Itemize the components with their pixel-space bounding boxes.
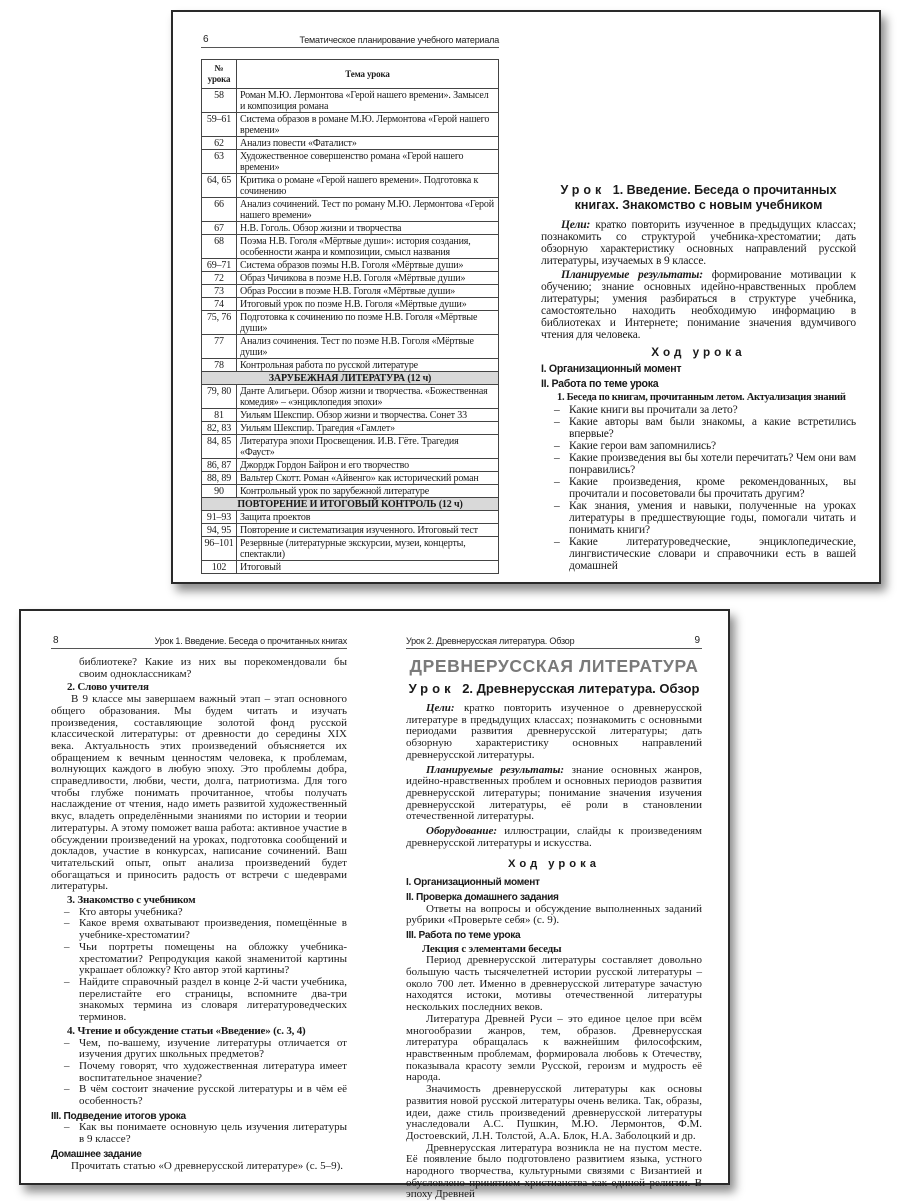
table-row <box>202 222 499 235</box>
table-row <box>202 150 499 174</box>
lesson-course-heading: Ход урока <box>508 858 600 871</box>
section-heading: III. Работа по теме урока <box>406 929 521 941</box>
table-row <box>202 472 499 485</box>
lesson-number: 94, 95 <box>202 524 237 537</box>
table-row <box>202 359 499 372</box>
lesson-topic: Уильям Шекспир. Трагедия «Гамлет» <box>237 422 499 435</box>
lesson-word: Урок <box>408 681 455 696</box>
table-row <box>202 459 499 472</box>
lesson-number: 91–93 <box>202 511 237 524</box>
lesson-number: 69–71 <box>202 259 237 272</box>
page-9-body <box>406 655 702 1201</box>
paragraph: Прочитать статью «О древнерусской литературе» (с. 5–9). <box>71 1159 343 1172</box>
paragraph-text: кратко повторить изученное о древнерусской литературе в предыдущих классах; познакомить с основными периодами развития древнерусской литературы; дать обзорную характеристику основных направлений древнерусской литературы. <box>406 702 703 761</box>
lesson-word: Урок <box>560 183 606 197</box>
lesson-topic: Уильям Шекспир. Обзор жизни и творчества. Сонет 33 <box>237 409 499 422</box>
paragraph: Период древнерусской литературы составляет довольно большую часть тысячелетней истории русской литературы – около 700 лет. Именно в древнерусской литературе зачастую находятся истоки, мотивы отечественной литературы нескольких последних веков. <box>406 954 702 1014</box>
question-item: – Какие произведения, кроме рекомендованных, вы прочитали и посоветовали бы прочитать другим? <box>541 476 856 500</box>
lesson-topic: Система образов поэмы Н.В. Гоголя «Мёртвые души» <box>237 259 499 272</box>
lesson-topic: Анализ сочинения. Тест по поэме Н.В. Гоголя «Мёртвые души» <box>237 335 499 359</box>
lesson-number: 102 <box>202 561 237 574</box>
lesson-topic: Резервные (литературные экскурсии, музеи, концерты, спектакли) <box>237 537 499 561</box>
table-row <box>202 561 499 574</box>
question-item: – Чьи портреты помещены на обложку учебника-хрестоматии? Репродукция какой знаменитой картины украшает обложку? Кто автор этой картины? <box>51 942 347 977</box>
question-item: – Как знания, умения и навыки, полученные на уроках литературы в предшествующие годы, помогали читать и понимать книги? <box>541 500 856 536</box>
column-header-num: № урока <box>202 60 237 89</box>
table-row <box>202 335 499 359</box>
section-heading: III. Подведение итогов урока <box>51 1110 186 1122</box>
question-item: – Как вы понимаете основную цель изучения литературы в 9 классе? <box>51 1122 347 1145</box>
lesson-topic: Поэма Н.В. Гоголя «Мёртвые души»: история создания, особенности жанра и композиции, смысл названия <box>237 235 499 259</box>
lesson-topic: Итоговый <box>237 561 499 574</box>
table-row <box>202 272 499 285</box>
lesson-course-heading: Ход урока <box>651 346 746 359</box>
lesson-number: 62 <box>202 137 237 150</box>
lesson-1-column <box>541 183 856 572</box>
paragraph <box>406 826 702 849</box>
table-row <box>202 174 499 198</box>
paragraph: Древнерусская литература возникла не на пустом месте. Её появление было подготовлено развитием языка, устного народного творчества, культурными связями с Византией и обусловлено принятием христианства как единой религии. В эпоху Древней <box>406 1141 702 1201</box>
lesson-number: 90 <box>202 485 237 498</box>
table-section-row <box>202 498 499 511</box>
page-8-body <box>51 657 347 1172</box>
lesson-topic: Подготовка к сочинению по поэме Н.В. Гоголя «Мёртвые души» <box>237 311 499 335</box>
table-row <box>202 385 499 409</box>
table-row <box>202 524 499 537</box>
page-number: 6 <box>203 34 209 45</box>
lesson-topic: Анализ повести «Фаталист» <box>237 137 499 150</box>
table-row <box>202 435 499 459</box>
lesson-number: 66 <box>202 198 237 222</box>
lesson-title <box>541 183 856 213</box>
table-row <box>202 422 499 435</box>
lesson-topic: Данте Алигьери. Обзор жизни и творчества. «Божественная комедия» – «энциклопедия эпохи» <box>237 385 499 409</box>
lesson-topic: Образ России в поэме Н.В. Гоголя «Мёртвые души» <box>237 285 499 298</box>
table-row <box>202 113 499 137</box>
question-item: – Какие авторы вам были знакомы, а какие встретились впервые? <box>541 416 856 440</box>
table-row <box>202 537 499 561</box>
lesson-number: 67 <box>202 222 237 235</box>
lesson-topic: Система образов в романе М.Ю. Лермонтова «Герой нашего времени» <box>237 113 499 137</box>
paragraph-label: Цели: <box>426 702 455 714</box>
question-item: – Кто авторы учебника? <box>51 907 347 919</box>
table-row <box>202 298 499 311</box>
lesson-number: 81 <box>202 409 237 422</box>
paragraph: Ответы на вопросы и обсуждение выполненных заданий рубрики «Проверьте себя» (с. 9). <box>406 902 702 927</box>
paragraph <box>541 219 856 267</box>
paragraph-label: Планируемые результаты: <box>426 763 565 776</box>
page-number: 8 <box>53 635 59 646</box>
question-item: – В чём состоит значение русской литературы и в чём её особенность? <box>51 1084 347 1107</box>
paragraph <box>406 765 702 824</box>
lesson-body <box>541 219 856 572</box>
section-title: ДРЕВНЕРУССКАЯ ЛИТЕРАТУРА <box>409 656 699 676</box>
lesson-number: 88, 89 <box>202 472 237 485</box>
table-row <box>202 485 499 498</box>
table-row <box>202 137 499 150</box>
table-row <box>202 311 499 335</box>
paragraph <box>406 703 702 762</box>
lesson-topic: Анализ сочинений. Тест по роману М.Ю. Лермонтова «Герой нашего времени» <box>237 198 499 222</box>
lesson-topic: Повторение и систематизация изученного. Итоговый тест <box>237 524 499 537</box>
lesson-number: 96–101 <box>202 537 237 561</box>
lesson-number: 86, 87 <box>202 459 237 472</box>
question-item: – Какие книги вы прочитали за лето? <box>541 404 856 416</box>
question-item: – Чем, по-вашему, изучение литературы отличается от изучения других школьных предметов? <box>51 1038 347 1061</box>
table-header-row <box>202 60 499 89</box>
lesson-number: 59–61 <box>202 113 237 137</box>
lesson-number: 58 <box>202 89 237 113</box>
book-spread-pages-8-9 <box>19 609 730 1201</box>
running-head-title: Урок 1. Введение. Беседа о прочитанных книгах <box>154 636 347 646</box>
table-section-row <box>202 372 499 385</box>
lesson-topic: Художественное совершенство романа «Герой нашего времени» <box>237 150 499 174</box>
paragraph-label: Цели: <box>561 219 591 231</box>
paragraph <box>541 269 856 341</box>
lesson-number: 64, 65 <box>202 174 237 198</box>
subsection-heading: 1. Беседа по книгам, прочитанным летом. Актуализация знаний <box>557 392 846 403</box>
paragraph: В 9 классе мы завершаем важный этап – этап основного общего образования. Мы будем читать и изучать произведения, составляющие золотой фонд русской классической литературы: от древности до середины XIX века. Актуальность этих произведений объясняется их обращением к вечным ценностям человека, к проблемам, волнующих каждого в любую эпоху. Это проблемы добра, справедливости, любви, чести, долга, патриотизма. Для того чтобы глубже понимать прочитанное, чтобы получать наслаждение от чтения, надо иметь развитой художественный вкус, владеть определёнными знаниями по истории и теории литературы. А этому поможет ваша работа: активное участие в обсуждении произведений на уроках, подготовка сообщений и докладов, участие в конкурсах, написание сочинений. Ваш читательский опыт, опыт анализа произведений будет обогащаться и приносить радость от встречи с шедеврами литературы. <box>51 693 347 893</box>
lesson-number: 73 <box>202 285 237 298</box>
lesson-number: 78 <box>202 359 237 372</box>
column-header-topic: Тема урока <box>237 60 499 89</box>
question-item: – Почему говорят, что художественная литература имеет воспитательное значение? <box>51 1061 347 1084</box>
section-heading: I. Организационный момент <box>406 877 540 889</box>
lesson-topic: Критика о романе «Герой нашего времени». Подготовка к сочинению <box>237 174 499 198</box>
lesson-title-text: 1. Введение. Беседа о прочитанных книгах. Знакомство с новым учебником <box>574 183 837 212</box>
question-item: – Какие произведения вы бы хотели перечитать? Чем они вам понравились? <box>541 452 856 476</box>
question-item: – Какие литературоведческие, энциклопедические, лингвистические словари и справочники есть в вашей домашней <box>541 536 856 572</box>
question-item: – Найдите справочный раздел в конце 2-й части учебника, перелистайте его страницы, вспомните два-три знакомых термина из словаря литературоведческих терминов. <box>51 977 347 1024</box>
lesson-number: 63 <box>202 150 237 174</box>
section-heading: II. Работа по теме урока <box>541 378 659 390</box>
section-title: ПОВТОРЕНИЕ И ИТОГОВЫЙ КОНТРОЛЬ (12 ч) <box>202 498 499 511</box>
lesson-topic: Н.В. Гоголь. Обзор жизни и творчества <box>237 222 499 235</box>
paragraph-text: кратко повторить изученное в предыдущих классах; познакомить со структурой учебника-хрестоматии; дать обзорную характеристику основных направлений русской литературы, изучаемых в 9 классе. <box>541 219 856 267</box>
lesson-number: 68 <box>202 235 237 259</box>
page-number: 9 <box>694 635 700 646</box>
lesson-topic: Литература эпохи Просвещения. И.В. Гёте. Трагедия «Фауст» <box>237 435 499 459</box>
question-item: – Какое время охватывают произведения, помещённые в учебнике-хрестоматии? <box>51 918 347 941</box>
lesson-title <box>406 681 702 697</box>
paragraph-text: формирование мотивации к обучению; знание основных идейно-нравственных проблем литературы; умения разбираться в структуре учебника, самостоятельно находить необходимую информацию в библиотеках и Интернете; понимание значения вдумчивого чтения для человека. <box>541 269 856 341</box>
page-8-content <box>51 657 347 1172</box>
paragraph: Значимость древнерусской литературы как основы развития новой русской литературы очень велика. Так, образы, идеи, даже стиль произведений древнерусской литературы унаследовали А.С. Пушкин, М.Ю. Лермонтов, Ф.М. Достоевский, Л.Н. Толстой, А.А. Блок, Н.А. Заболоцкий и др. <box>406 1083 702 1142</box>
table-row <box>202 259 499 272</box>
running-head-title: Урок 2. Древнерусская литература. Обзор <box>406 636 575 646</box>
section-heading: II. Проверка домашнего задания <box>406 891 559 903</box>
subsection-heading: 2. Слово учителя <box>67 681 149 694</box>
lesson-number: 79, 80 <box>202 385 237 409</box>
running-header <box>201 34 499 48</box>
lesson-number: 82, 83 <box>202 422 237 435</box>
lesson-topic: Роман М.Ю. Лермонтова «Герой нашего времени». Замысел и композиция романа <box>237 89 499 113</box>
question-continuation: библиотеке? Какие из них вы порекомендовали бы своим одноклассникам? <box>79 656 347 680</box>
paragraph-text: иллюстрации, слайды к произведениям древнерусской литературы и искусства. <box>406 825 702 849</box>
paragraph: Литература Древней Руси – это единое целое при всём многообразии жанров, тем, образов. Древнерусская литература обращалась к важнейшим философским, нравственным проблемам, формировала любовь к Отечеству, показывала красоту земли Русской, героизм и мудрость её народа. <box>406 1012 702 1084</box>
lesson-number: 74 <box>202 298 237 311</box>
lesson-number: 84, 85 <box>202 435 237 459</box>
lesson-topic: Вальтер Скотт. Роман «Айвенго» как исторический роман <box>237 472 499 485</box>
lesson-number: 75, 76 <box>202 311 237 335</box>
paragraph-label: Планируемые результаты: <box>561 269 703 281</box>
book-page-6 <box>171 10 881 584</box>
section-heading: I. Организационный момент <box>541 363 682 375</box>
table-body <box>202 89 499 574</box>
running-header-right <box>406 635 702 649</box>
table-row <box>202 409 499 422</box>
lesson-number: 77 <box>202 335 237 359</box>
running-header-left <box>51 635 347 649</box>
subsection-heading: Лекция с элементами беседы <box>422 942 562 955</box>
section-title: ЗАРУБЕЖНАЯ ЛИТЕРАТУРА (12 ч) <box>202 372 499 385</box>
lesson-topic: Защита проектов <box>237 511 499 524</box>
lesson-topic: Образ Чичикова в поэме Н.В. Гоголя «Мёртвые души» <box>237 272 499 285</box>
lesson-plan-table <box>201 59 499 574</box>
running-head-title: Тематическое планирование учебного материала <box>299 35 499 45</box>
table-row <box>202 235 499 259</box>
paragraph-label: Оборудование: <box>426 825 498 838</box>
table-row <box>202 285 499 298</box>
table-row <box>202 89 499 113</box>
question-item: – Какие герои вам запомнились? <box>541 440 856 452</box>
table-row <box>202 198 499 222</box>
table-row <box>202 511 499 524</box>
lesson-number: 72 <box>202 272 237 285</box>
subsection-heading: 3. Знакомство с учебником <box>67 894 196 907</box>
lesson-topic: Джордж Гордон Байрон и его творчество <box>237 459 499 472</box>
lesson-topic: Итоговый урок по поэме Н.В. Гоголя «Мёртвые души» <box>237 298 499 311</box>
lesson-topic: Контрольная работа по русской литературе <box>237 359 499 372</box>
lesson-title-text: 2. Древнерусская литература. Обзор <box>462 681 700 696</box>
page-9-content <box>406 703 702 1201</box>
paragraph-text: знание основных жанров, идейно-нравственных проблем и основных периодов развития древнерусской литературы; понимание значения изучения древнерусской литературы, её роли в становлении отечественной литературы. <box>406 763 702 823</box>
section-heading: Домашнее задание <box>51 1148 142 1160</box>
subsection-heading: 4. Чтение и обсуждение статьи «Введение» (с. 3, 4) <box>67 1024 306 1037</box>
lesson-topic: Контрольный урок по зарубежной литературе <box>237 485 499 498</box>
